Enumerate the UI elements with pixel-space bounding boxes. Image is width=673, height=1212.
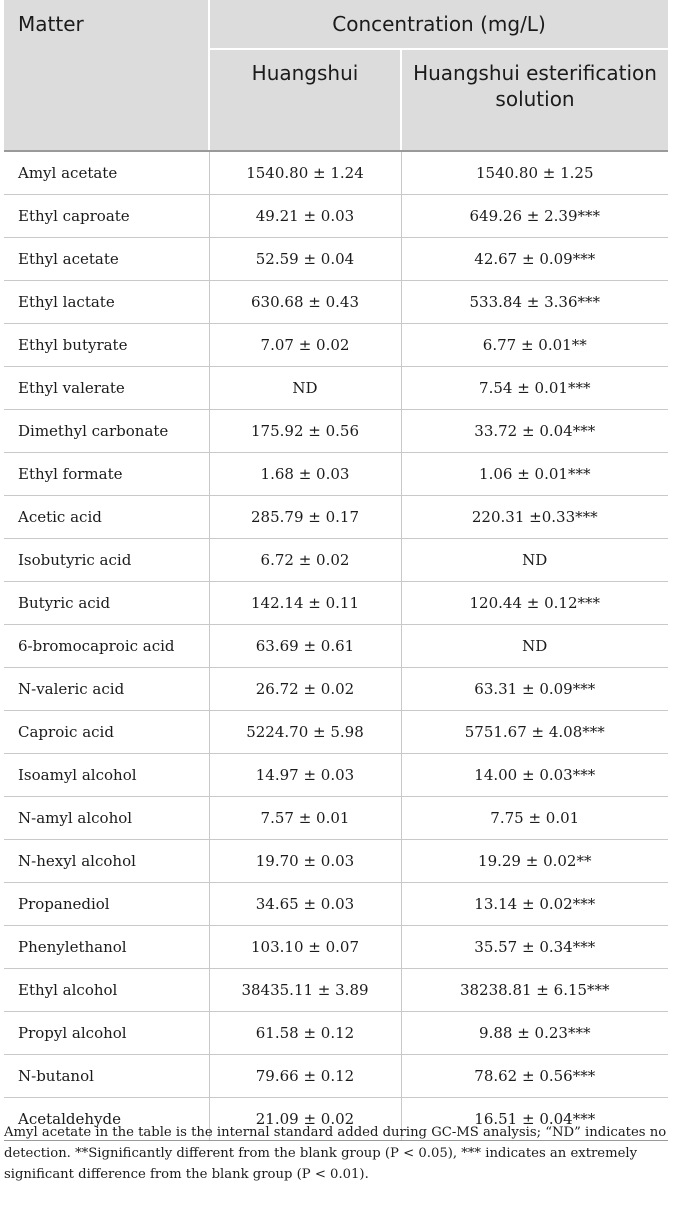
- header-esterification: Huangshui esterification solution: [401, 49, 668, 151]
- cell-huangshui: 61.58 ± 0.12: [209, 1012, 401, 1055]
- cell-huangshui: 49.21 ± 0.03: [209, 195, 401, 238]
- table-row: [4, 926, 668, 969]
- table-row: [4, 1012, 668, 1055]
- cell-esterification: 120.44 ± 0.12***: [401, 582, 668, 625]
- cell-esterification: 16.51 ± 0.04***: [401, 1098, 668, 1141]
- table-row: [4, 883, 668, 926]
- cell-huangshui: 63.69 ± 0.61: [209, 625, 401, 668]
- cell-huangshui: 630.68 ± 0.43: [209, 281, 401, 324]
- cell-matter: N-valeric acid: [4, 668, 209, 711]
- cell-huangshui: 1540.80 ± 1.24: [209, 151, 401, 195]
- cell-esterification: 35.57 ± 0.34***: [401, 926, 668, 969]
- cell-esterification: ND: [401, 539, 668, 582]
- cell-huangshui: 285.79 ± 0.17: [209, 496, 401, 539]
- cell-esterification: 63.31 ± 0.09***: [401, 668, 668, 711]
- cell-huangshui: 7.07 ± 0.02: [209, 324, 401, 367]
- cell-matter: Isobutyric acid: [4, 539, 209, 582]
- table-header: [4, 0, 668, 151]
- table-row: [4, 496, 668, 539]
- cell-esterification: 33.72 ± 0.04***: [401, 410, 668, 453]
- cell-huangshui: 21.09 ± 0.02: [209, 1098, 401, 1141]
- cell-huangshui: 52.59 ± 0.04: [209, 238, 401, 281]
- cell-esterification: 13.14 ± 0.02***: [401, 883, 668, 926]
- cell-matter: Ethyl alcohol: [4, 969, 209, 1012]
- table-row: [4, 1055, 668, 1098]
- header-concentration: Concentration (mg/L): [209, 0, 668, 49]
- cell-huangshui: 1.68 ± 0.03: [209, 453, 401, 496]
- table-row: [4, 453, 668, 496]
- cell-matter: Ethyl acetate: [4, 238, 209, 281]
- cell-esterification: 220.31 ±0.33***: [401, 496, 668, 539]
- table-row: [4, 797, 668, 840]
- cell-huangshui: 5224.70 ± 5.98: [209, 711, 401, 754]
- table-body: [4, 151, 668, 1141]
- header-huangshui: Huangshui: [209, 49, 401, 151]
- cell-huangshui: 38435.11 ± 3.89: [209, 969, 401, 1012]
- cell-matter: Acetic acid: [4, 496, 209, 539]
- cell-matter: Acetaldehyde: [4, 1098, 209, 1141]
- cell-matter: Butyric acid: [4, 582, 209, 625]
- cell-matter: Ethyl caproate: [4, 195, 209, 238]
- cell-matter: Ethyl valerate: [4, 367, 209, 410]
- cell-huangshui: 34.65 ± 0.03: [209, 883, 401, 926]
- header-matter: Matter: [4, 0, 209, 151]
- table-row: [4, 711, 668, 754]
- table-row: [4, 281, 668, 324]
- cell-esterification: 7.75 ± 0.01: [401, 797, 668, 840]
- cell-matter: Dimethyl carbonate: [4, 410, 209, 453]
- table-footnote: Amyl acetate in the table is the internal standard added during GC-MS analysis; “ND” indicates no detection. **Significantly different from the blank group (P < 0.05), *** indicates an extremely significant difference from the blank group (P < 0.01).: [4, 1125, 667, 1182]
- cell-huangshui: 14.97 ± 0.03: [209, 754, 401, 797]
- table-row: [4, 367, 668, 410]
- cell-matter: 6-bromocaproic acid: [4, 625, 209, 668]
- cell-matter: Ethyl lactate: [4, 281, 209, 324]
- cell-matter: Propyl alcohol: [4, 1012, 209, 1055]
- cell-esterification: 1540.80 ± 1.25: [401, 151, 668, 195]
- cell-matter: Caproic acid: [4, 711, 209, 754]
- cell-esterification: 78.62 ± 0.56***: [401, 1055, 668, 1098]
- cell-matter: N-amyl alcohol: [4, 797, 209, 840]
- cell-esterification: 5751.67 ± 4.08***: [401, 711, 668, 754]
- cell-esterification: 6.77 ± 0.01**: [401, 324, 668, 367]
- cell-huangshui: 79.66 ± 0.12: [209, 1055, 401, 1098]
- cell-matter: N-butanol: [4, 1055, 209, 1098]
- table-row: [4, 969, 668, 1012]
- table-row: [4, 625, 668, 668]
- table-row: [4, 324, 668, 367]
- cell-matter: Isoamyl alcohol: [4, 754, 209, 797]
- cell-matter: Ethyl butyrate: [4, 324, 209, 367]
- cell-esterification: 7.54 ± 0.01***: [401, 367, 668, 410]
- concentration-table: [4, 0, 668, 1141]
- table-row: [4, 410, 668, 453]
- data-table-container: [4, 0, 668, 1141]
- table-row: [4, 840, 668, 883]
- cell-esterification: 19.29 ± 0.02**: [401, 840, 668, 883]
- cell-huangshui: 6.72 ± 0.02: [209, 539, 401, 582]
- cell-esterification: 38238.81 ± 6.15***: [401, 969, 668, 1012]
- table-row: [4, 754, 668, 797]
- table-row: [4, 238, 668, 281]
- cell-esterification: 14.00 ± 0.03***: [401, 754, 668, 797]
- cell-esterification: 42.67 ± 0.09***: [401, 238, 668, 281]
- cell-huangshui: 19.70 ± 0.03: [209, 840, 401, 883]
- cell-matter: Amyl acetate: [4, 151, 209, 195]
- cell-huangshui: 175.92 ± 0.56: [209, 410, 401, 453]
- cell-huangshui: 103.10 ± 0.07: [209, 926, 401, 969]
- cell-matter: N-hexyl alcohol: [4, 840, 209, 883]
- cell-esterification: 1.06 ± 0.01***: [401, 453, 668, 496]
- cell-matter: Phenylethanol: [4, 926, 209, 969]
- cell-esterification: 533.84 ± 3.36***: [401, 281, 668, 324]
- table-row: [4, 582, 668, 625]
- table-row: [4, 195, 668, 238]
- cell-huangshui: 142.14 ± 0.11: [209, 582, 401, 625]
- table-row: [4, 151, 668, 195]
- cell-huangshui: 7.57 ± 0.01: [209, 797, 401, 840]
- cell-esterification: ND: [401, 625, 668, 668]
- cell-huangshui: ND: [209, 367, 401, 410]
- cell-huangshui: 26.72 ± 0.02: [209, 668, 401, 711]
- cell-matter: Propanediol: [4, 883, 209, 926]
- cell-esterification: 649.26 ± 2.39***: [401, 195, 668, 238]
- table-row: [4, 668, 668, 711]
- table-row: [4, 539, 668, 582]
- cell-esterification: 9.88 ± 0.23***: [401, 1012, 668, 1055]
- cell-matter: Ethyl formate: [4, 453, 209, 496]
